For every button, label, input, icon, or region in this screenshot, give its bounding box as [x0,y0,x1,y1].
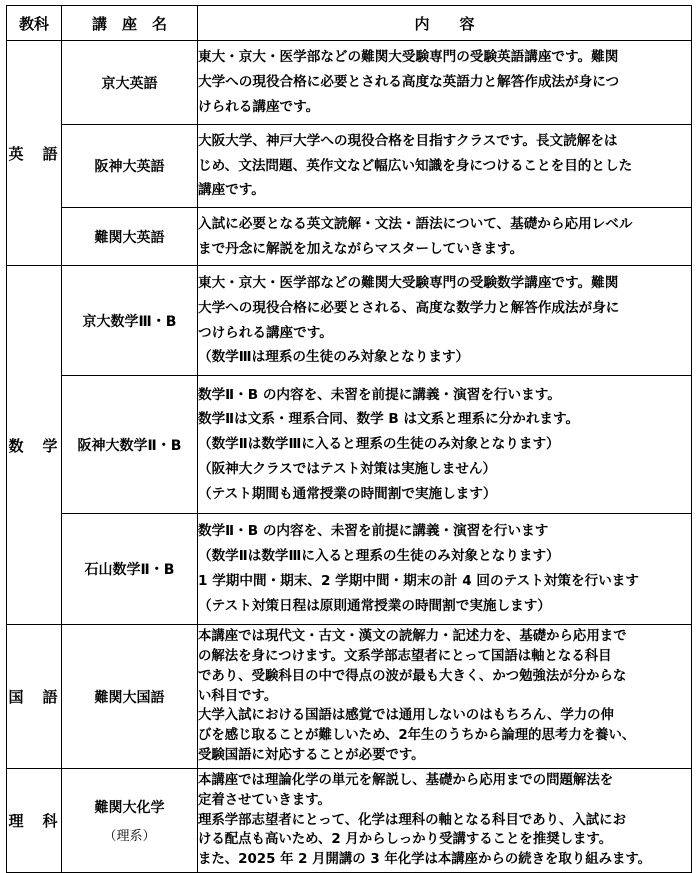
content-line: 理系学部志望者にとって、化学は理科の軸となる科目であり、入試にお [198,812,626,828]
content-cell [198,266,692,376]
content-cell [198,208,692,266]
content-line: 入試に必要となる英文読解・文法・語法について、基礎から応用レベル [198,215,633,232]
course-name-label: 難関大化学 [94,800,165,816]
content-line: 大学への現役合格に必要とされる高度な英語力と解答作成法が身につ [198,74,620,91]
content-line: 東大・京大・医学部などの難関大受験専門の受験数学講座です。難関 [198,274,619,291]
content-cell [198,125,692,208]
content-line: （阪神大クラスではテスト対策は実施しません） [198,460,497,477]
course-name-cell: 石山数学Ⅱ・B [62,514,198,625]
content-line: ける配点も高いため、2 月からしっかり受講することを推奨します。 [198,832,613,848]
content-line: まで丹念に解説を加えながらマスターしていきます。 [198,240,524,257]
content-cell [198,625,692,769]
content-line: 本講座では現代文・古文・漢文の読解力・記述力を、基礎から応用まで [198,629,627,645]
content-line: （テスト対策日程は原則通常授業の時間割で実施します） [198,597,551,614]
content-cell [198,514,692,625]
table-row [7,625,692,769]
table-row [7,769,692,873]
content-line: 定着させていきます。 [198,792,331,808]
subject-cell-science: 理 科 [7,769,62,873]
content-line: 大学入試における国語は感覚では通用しないのはもちろん、学力の伸 [198,708,614,724]
content-line: 受験国語に対応することが必要です。 [198,747,425,763]
content-line: の解法を身につけます。文系学部志望者にとって国語は軸となる科目 [198,649,612,664]
table-row [7,266,692,376]
course-name-cell: 難関大国語 [62,625,198,769]
header-course-name: 講 座 名 [62,6,198,41]
content-line: 大学への現役合格に必要とされる、高度な数学力と解答作成法が身に [198,299,620,316]
content-line: であり、受験科目の中で得点の波が最も大きく、かつ勉強法が分からな [198,668,627,684]
content-cell [198,769,692,873]
content-line: （数学Ⅱは数学Ⅲに入ると理系の生徒のみ対象となります） [198,548,560,565]
header-subject: 教科 [7,6,62,41]
table-row [7,41,692,125]
content-line: （数学Ⅲは理系の生徒のみ対象となります） [198,349,470,366]
table-row [7,125,692,208]
subject-cell-japanese: 国 語 [7,625,62,769]
content-cell [198,376,692,514]
table-row [7,514,692,625]
course-name-cell: 難関大英語 [62,208,198,266]
content-line: つけられる講座です。 [198,324,333,341]
content-line: （テスト期間も通常授業の時間割で実施します） [198,485,497,502]
content-line: びを感じ取ることが難しいため、2年生のうちから論理的思考力を養い、 [198,728,636,744]
content-line: けられる講座です。 [198,98,320,115]
header-row [7,6,692,41]
content-line: 数学Ⅱは文系・理系合同、数学 B は文系と理系に分かれます。 [198,411,580,428]
subject-cell-english: 英 語 [7,41,62,266]
content-line: 数学Ⅱ・B の内容を、未習を前提に講義・演習を行います [198,523,549,540]
course-table [6,5,692,873]
content-line: 講座です。 [198,182,265,199]
content-line: じめ、文法問題、英作文など幅広い知識を身につけることを目的とした [198,157,633,174]
content-line: 本講座では理論化学の単元を解説し、基礎から応用までの問題解法を [198,773,614,788]
header-content: 内 容 [198,6,692,41]
content-line: 東大・京大・医学部などの難関大受験専門の受験英語講座です。難関 [198,49,619,66]
content-line: 1 学期中間・期末、2 学期中間・期末の計 4 回のテスト対策を行います [198,573,639,589]
subject-cell-math: 数 学 [7,266,62,625]
course-name-cell: 阪神大数学Ⅱ・B [62,376,198,514]
course-name-cell: 京大数学Ⅲ・B [62,266,198,376]
content-line: い科目です。 [198,688,278,704]
content-line: 数学Ⅱ・B の内容を、未習を前提に講義・演習を行います。 [198,386,561,403]
content-cell [198,41,692,125]
course-name-sub: （理系） [103,829,156,844]
table-row [7,208,692,266]
course-name-cell: 阪神大英語 [62,125,198,208]
course-name-cell: 京大英語 [62,41,198,125]
content-line: （数学Ⅱは数学Ⅲに入ると理系の生徒のみ対象となります） [198,436,560,453]
content-line: 大阪大学、神戸大学への現役合格を目指すクラスです。長文読解をは [198,132,618,149]
content-line: また、2025 年 2 月開講の 3 年化学は本講座からの続きを取り組みます。 [198,852,652,868]
table-row [7,376,692,514]
course-name-cell [62,769,198,873]
